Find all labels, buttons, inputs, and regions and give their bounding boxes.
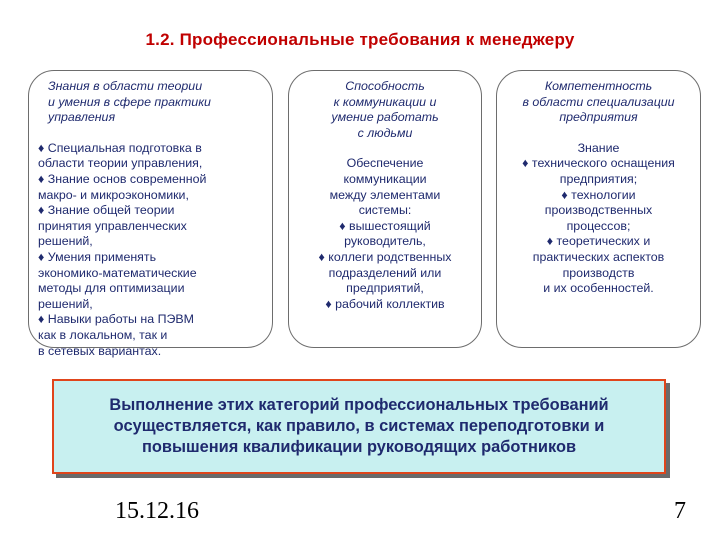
competence-card: [496, 70, 701, 348]
card-heading: [38, 79, 262, 126]
card-line: ♦ технического оснащения: [522, 156, 675, 171]
card-line: процессов;: [566, 218, 631, 233]
slide-title: 1.2. Профессиональные требования к менеджеру: [145, 30, 575, 49]
card-line: ♦ коллеги родственных: [318, 249, 452, 264]
card-line: ♦ Знание основ современной: [38, 171, 207, 186]
communication-card: [288, 70, 482, 348]
card-line: ♦ технологии: [561, 187, 636, 202]
card-body: [38, 141, 262, 359]
card-line: области теории управления,: [38, 156, 203, 171]
card-line: предприятия;: [559, 171, 638, 186]
card-line: и их особенностей.: [543, 281, 654, 296]
card-line: макро- и микроэкономики,: [38, 187, 189, 202]
heading-line: управления: [48, 110, 116, 125]
card-line: методы для оптимизации: [38, 281, 185, 296]
card-line: руководитель,: [344, 234, 426, 249]
card-line: ♦ вышестоящий: [339, 218, 431, 233]
card-line: решений,: [38, 234, 93, 249]
heading-line: предприятия: [559, 110, 638, 125]
heading-line: Знания в области теории: [48, 79, 203, 93]
card-line: ♦ Умения применять: [38, 249, 157, 264]
slide-date: 15.12.16: [115, 498, 199, 524]
card-line: между элементами: [329, 187, 441, 202]
banner-line: повышения квалификации руководящих работников: [141, 438, 577, 456]
card-line: ♦ Знание общей теории: [38, 203, 175, 218]
card-line: ♦ рабочий коллектив: [325, 296, 445, 311]
card-line: подразделений или: [328, 265, 442, 280]
card-line: практических аспектов: [532, 249, 665, 264]
card-line: принятия управленческих: [38, 218, 187, 233]
card-heading: [505, 79, 692, 126]
heading-line: с людьми: [357, 125, 413, 140]
card-line: Обеспечение: [346, 156, 424, 171]
heading-line: умение работать: [331, 110, 439, 125]
card-line: экономико-математические: [38, 265, 197, 280]
card-heading: [297, 79, 473, 141]
knowledge-card: [28, 70, 273, 358]
card-line: ♦ Специальная подготовка в: [38, 140, 202, 155]
heading-line: Компетентность: [544, 79, 653, 93]
banner-line: Выполнение этих категорий профессиональных требований: [109, 396, 609, 414]
heading-line: Способность: [345, 79, 425, 93]
card-line: Знание: [577, 140, 620, 155]
card-line: ♦ Навыки работы на ПЭВМ: [38, 312, 194, 327]
card-line: предприятий,: [346, 281, 424, 296]
card-line: как в локальном, так и: [38, 327, 168, 342]
heading-line: и умения в сфере практики: [48, 94, 211, 109]
banner-line: осуществляется, как правило, в системах переподготовки и: [113, 417, 605, 435]
card-line: производств: [562, 265, 635, 280]
card-line: системы:: [358, 203, 412, 218]
card-body: [505, 141, 692, 297]
card-line: коммуникации: [343, 171, 427, 186]
card-line: ♦ теоретических и: [546, 234, 651, 249]
heading-line: к коммуникации и: [333, 94, 437, 109]
card-line: в сетевых вариантах.: [38, 343, 162, 358]
card-line: производственных: [544, 203, 653, 218]
slide-number: 7: [674, 498, 686, 524]
card-line: решений,: [38, 296, 93, 311]
heading-line: в области специализации: [522, 94, 675, 109]
card-body: [297, 156, 473, 312]
summary-banner: [52, 379, 666, 474]
